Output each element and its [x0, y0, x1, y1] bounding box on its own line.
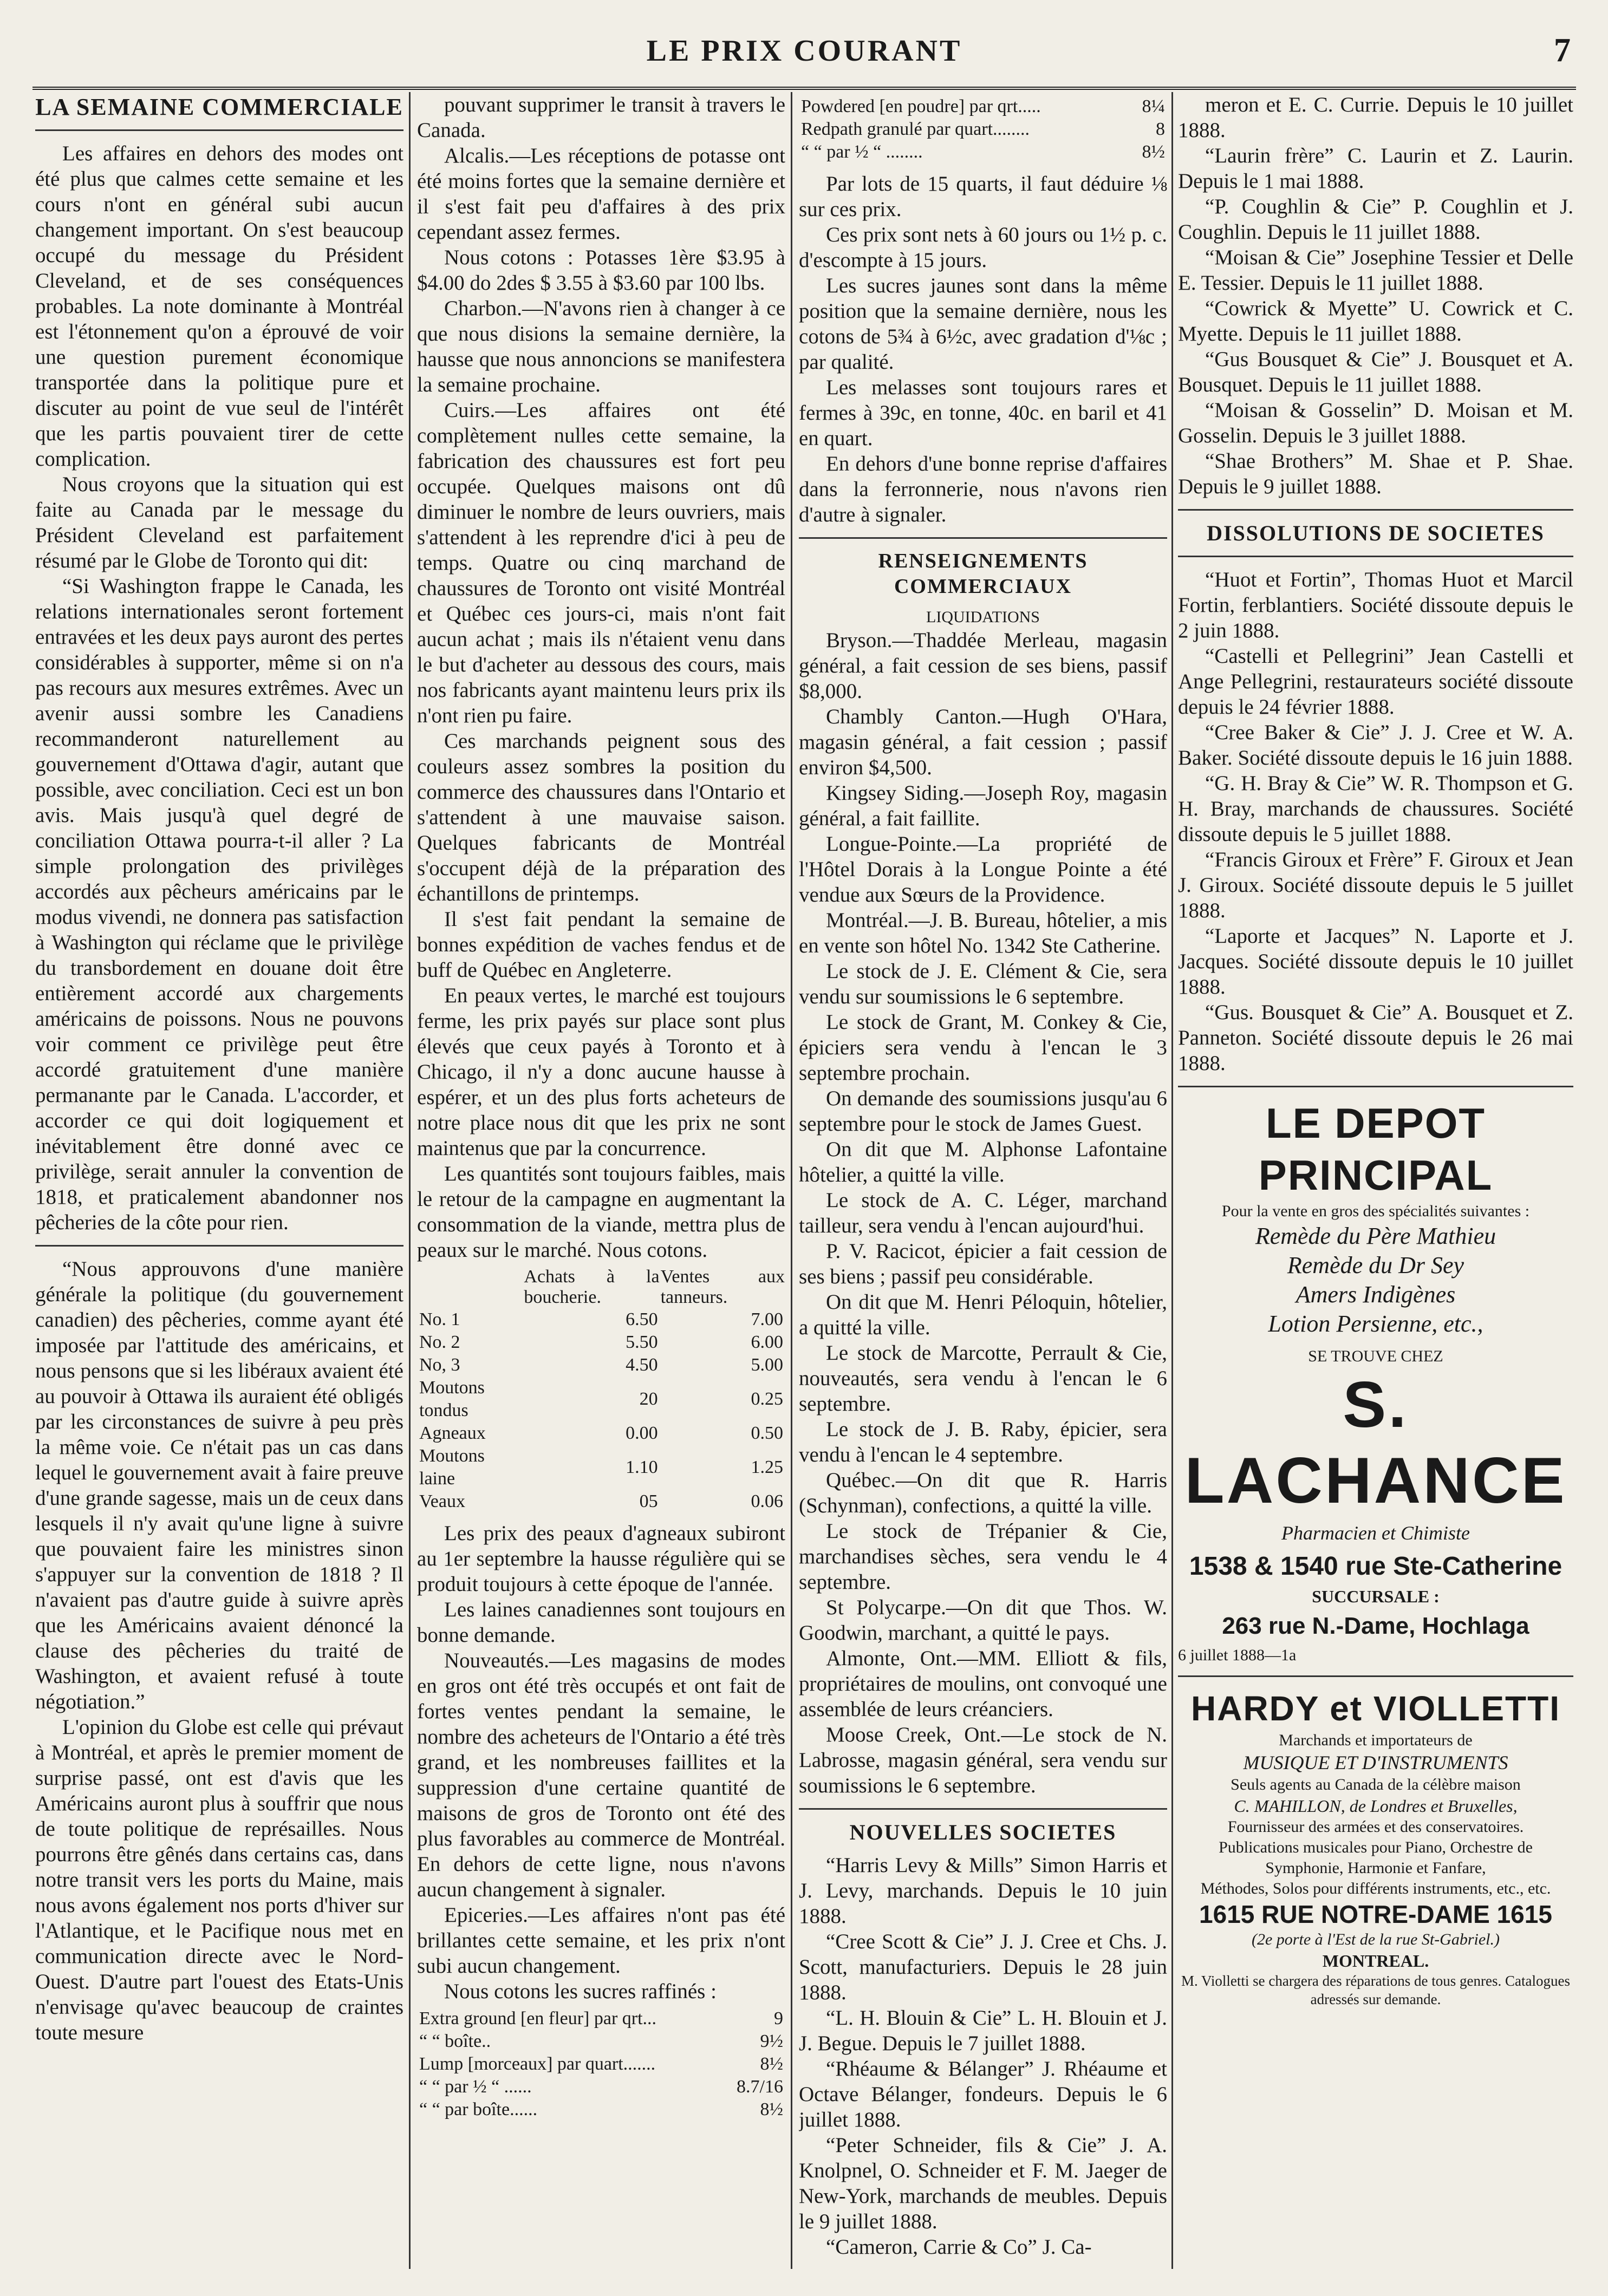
notice: Le stock de J. E. Clément & Cie, sera vendu sur soumissions le 6 septembre.	[799, 960, 1167, 1008]
section-heading: DISSOLUTIONS DE SOCIETES	[1207, 521, 1545, 545]
section-heading: NOUVELLES SOCIETES	[849, 1820, 1117, 1844]
notice: Le stock de Trépanier & Cie, marchandises sèches, sera vendu le 4 septembre.	[799, 1519, 1167, 1594]
ad-text: Fournisseur des armées et des conservatoires.	[1227, 1818, 1524, 1836]
ad-item: Remède du Père Mathieu	[1255, 1223, 1496, 1249]
rule	[1178, 556, 1573, 557]
notice: “Gus Bousquet & Cie” J. Bousquet et A. Bousquet. Depuis le 11 juillet 1888.	[1178, 348, 1573, 396]
ad-item: Amers Indigènes	[1295, 1281, 1456, 1308]
ad-text: Méthodes, Solos pour différents instruments, etc., etc.	[1200, 1880, 1551, 1897]
table-row: “ “ par ½ “ ...... 8.7/16	[419, 2077, 783, 2097]
notice: Almonte, Ont.—MM. Elliott & fils, propriétaires de moulins, ont convoqué une assemblée de leurs créanciers.	[799, 1647, 1167, 1721]
ad-text: Publications musicales pour Piano, Orchestre de Symphonie, Harmonie et Fanfare,	[1219, 1838, 1533, 1877]
paragraph: Nous croyons que la situation qui est faite au Canada par le message du Président Cleveland est parfaitement résumé par le Globe de Toronto qui dit:	[35, 473, 403, 572]
masthead	[32, 22, 1576, 90]
table-row: Lump [morceaux] par quart....... 8½	[419, 2054, 783, 2074]
paragraph: Les laines canadiennes sont toujours en bonne demande.	[417, 1598, 785, 1647]
paragraph: Alcalis.—Les réceptions de potasse ont été moins fortes que la semaine dernière et il s'est fait peu d'affaires à des prix cependant assez fermes.	[417, 144, 785, 244]
notice: “Cameron, Carrie & Co” J. Ca-	[826, 2235, 1092, 2259]
paragraph: L'opinion du Globe est celle qui prévaut à Montréal, et après le premier moment de surprise passé, ont est d'avis que les Américains auront plus à souffrir que nous de toute politique de représailles. Nous pourrons être gênés dans certains cas, dans notre transit vers les ports du Maine, mais nous avons également nos ports d'hiver sur l'Atlantique, et le Pacifique nous met en communication directe avec le Nord-Ouest. D'autre part l'ouest des Etats-Unis n'envisage qu'avec beaucoup de craintes toute mesure	[35, 1716, 403, 2044]
advertisement-lachance	[1178, 1097, 1573, 1666]
paragraph: Il s'est fait pendant la semaine de bonnes expédition de vaches fendus et de buff de Québec en Angleterre.	[417, 908, 785, 982]
ad-text: M. Violletti se chargera des réparations de tous genres. Catalogues adressés sur demande.	[1181, 1973, 1570, 2007]
notice: P. V. Racicot, épicier a fait cession de ses biens ; passif peu considérable.	[799, 1240, 1167, 1288]
table-row: Redpath granulé par quart........ 8	[801, 119, 1165, 139]
notice: “Cree Baker & Cie” J. J. Cree et W. A. Baker. Société dissoute depuis le 16 juin 1888.	[1178, 721, 1573, 769]
ad-address: 1538 & 1540 rue Ste-Catherine	[1189, 1552, 1563, 1581]
table-row: “ “ par ½ “ ........ 8½	[801, 142, 1165, 162]
ad-profession: Pharmacien et Chimiste	[1281, 1522, 1470, 1544]
notice: “Castelli et Pellegrini” Jean Castelli et Ange Pellegrini, restaurateurs société dissoute depuis le 24 février 1888.	[1178, 644, 1573, 719]
rule	[35, 129, 403, 131]
table-header: Ventes aux tanneurs.	[660, 1267, 785, 1307]
ad-address: 1615 RUE NOTRE-DAME 1615	[1199, 1900, 1552, 1928]
ad-subtitle: Pour la vente en gros des spécialités suivantes :	[1221, 1202, 1530, 1220]
table-row: Powdered [en poudre] par qrt..... 8¼	[801, 96, 1165, 116]
notice: Bryson.—Thaddée Merleau, magasin général, a fait cession de ses biens, passif $8,000.	[799, 629, 1167, 703]
section-heading: LA SEMAINE COMMERCIALE	[35, 94, 403, 120]
section-heading: RENSEIGNEMENTS COMMERCIAUX	[878, 550, 1088, 598]
ad-date: 6 juillet 1888—1a	[1178, 1646, 1297, 1664]
table-row: Extra ground [en fleur] par qrt... 9	[419, 2008, 783, 2028]
paragraph: Ces prix sont nets à 60 jours ou 1½ p. c. d'escompte à 15 jours.	[799, 223, 1167, 272]
ad-address: 263 rue N.-Dame, Hochlaga	[1222, 1613, 1529, 1639]
quote-paragraph: “Nous approuvons d'une manière générale la politique (du gouvernement canadien) des pêcheries, comme ayant été imposée par l'attitude des américains, et nous pensons que si les libéraux avaient été au pouvoir à Ottawa ils auraient été obligés par les circonstances de suivre à peu près la même voie. Ce n'était pas un cas dans lequel le gouvernement avait à faire preuve d'une grande sagesse, mais un de ceux dans lesquels il n'y avait qu'une ligne à suivre que pouvaient faire les ministres sinon s'appuyer sur la convention de 1818 ? Il n'avaient pas d'autre guide à suivre après que les Américains avaient dénoncé la clause des pêcheries du traité de Washington, et avaient refusé à toute négotiation.”	[35, 1257, 403, 1713]
rule	[799, 1808, 1167, 1810]
ad-title: LE DEPOT PRINCIPAL	[1258, 1099, 1493, 1199]
ad-text: MUSIQUE ET D'INSTRUMENTS	[1243, 1752, 1508, 1773]
notice: On dit que M. Alphonse Lafontaine hôtelier, a quitté la ville.	[799, 1138, 1167, 1186]
table-row: No. 2 5.50 6.00	[419, 1332, 783, 1352]
ad-city: MONTREAL.	[1322, 1951, 1429, 1971]
notice: Le stock de A. C. Léger, marchand tailleur, sera vendu à l'encan aujourd'hui.	[799, 1189, 1167, 1237]
ad-name: S. LACHANCE	[1184, 1368, 1567, 1517]
ad-text: Marchands et importateurs de	[1279, 1731, 1473, 1749]
rule	[1178, 1675, 1573, 1677]
ad-text: C. MAHILLON, de Londres et Bruxelles,	[1234, 1796, 1518, 1816]
subheading: LIQUIDATIONS	[926, 608, 1040, 626]
table-row: No, 3 4.50 5.00	[419, 1355, 783, 1375]
column-1	[35, 92, 403, 2045]
column-divider	[1171, 92, 1173, 2269]
table-row: “ “ boîte.. 9½	[419, 2031, 783, 2051]
paragraph: Les quantités sont toujours faibles, mais le retour de la campagne en augmentant la consommation de la viande, mettra plus de peaux sur le marché. Nous cotons.	[417, 1162, 785, 1262]
notice: “Rhéaume & Bélanger” J. Rhéaume et Octave Bélanger, fondeurs. Depuis le 6 juillet 1888.	[799, 2057, 1167, 2131]
notice: Le stock de Marcotte, Perrault & Cie, nouveautés, sera vendu à l'encan le 6 septembre.	[799, 1341, 1167, 1416]
paragraph: Nous cotons : Potasses 1ère $3.95 à $4.00 do 2des $ 3.55 à $3.60 par 100 lbs.	[417, 246, 785, 295]
notice: meron et E. C. Currie. Depuis le 10 juillet 1888.	[1178, 93, 1573, 142]
paragraph: Ces marchands peignent sous des couleurs assez sombres la position du commerce des chaussures dans l'Ontario et s'attendent à une mauvaise saison. Quelques fabricants de Montréal s'occupent déjà de la préparation des échantillons de printemps.	[417, 729, 785, 905]
paragraph: En dehors d'une bonne reprise d'affaires dans la ferronnerie, nous n'avons rien d'autre à signaler.	[799, 452, 1167, 526]
paragraph: Par lots de 15 quarts, il faut déduire ⅛ sur ces prix.	[799, 172, 1167, 221]
notice: “Harris Levy & Mills” Simon Harris et J. Levy, marchands. Depuis le 10 juin 1888.	[799, 1854, 1167, 1928]
rule	[1178, 1086, 1573, 1087]
notice: “Francis Giroux et Frère” F. Giroux et Jean J. Giroux. Société dissoute depuis le 5 juillet 1888.	[1178, 848, 1573, 922]
paragraph: Epiceries.—Les affaires n'ont pas été brillantes cette semaine, et les prix n'ont subi aucun changement.	[417, 1903, 785, 1978]
notice: “Cree Scott & Cie” J. J. Cree et Chs. J. Scott, manufacturiers. Depuis le 28 juin 1888.	[799, 1930, 1167, 2004]
quote-paragraph: “Si Washington frappe le Canada, les relations internationales seront fortement entravées et les deux pays auront des pertes considérables à supporter, même si on n'a pas recours aux mesures extrêmes. Avec un avenir aussi sombre les Canadiens recommanderont naturellement au gouvernement d'Ottawa d'agir, autant que possible, avec conciliation. Ceci est un bon avis. Mais jusqu'à quel degré de conciliation Ottawa pourra-t-il aller ? La simple prolongation des privilèges accordés aux pêcheurs américains par le modus vivendi, ne donnera pas satisfaction à Washington qui réclame que le privilège du transbordement en douane doit être entièrement accordé aux chargements américains de poissons. Nous ne pouvons voir comment ce privilège peut être accordé gratuitement d'une manière permanante par le Canada. L'accorder, et accorder ce qui doit logiquement et inévitablement être donné avec ce privilège, serait annuler la convention de 1818, et praticalement abandonner nos pêcheries de la côte pour rien.	[35, 575, 403, 1234]
notice: “Huot et Fortin”, Thomas Huot et Marcil Fortin, ferblantiers. Société dissoute depuis le 2 juin 1888.	[1178, 568, 1573, 642]
ad-item: Lotion Persienne, etc.,	[1268, 1310, 1483, 1337]
table-header: Achats à la boucherie.	[524, 1267, 660, 1307]
notice: Québec.—On dit que R. Harris (Schynman), confections, a quitté la ville.	[799, 1469, 1167, 1517]
ad-text: SE TROUVE CHEZ	[1308, 1347, 1443, 1365]
hides-price-table	[417, 1266, 785, 1513]
ad-text: (2e porte à l'Est de la rue St-Gabriel.)	[1252, 1930, 1500, 1948]
ad-text: Seuls agents au Canada de la célèbre maison	[1231, 1776, 1521, 1793]
notice: “Peter Schneider, fils & Cie” J. A. Knolpnel, O. Schneider et F. M. Jaeger de New-York, marchands de meubles. Depuis le 9 juillet 1888.	[799, 2134, 1167, 2233]
paragraph: Les sucres jaunes sont dans la même position que la semaine dernière, nous les cotons de 5¾ à 6½c, avec gradation d'⅛c ; par qualité.	[799, 274, 1167, 374]
notice: Le stock de J. B. Raby, épicier, sera vendu à l'encan le 4 septembre.	[799, 1418, 1167, 1466]
notice: St Polycarpe.—On dit que Thos. W. Goodwin, marchant, a quitté le pays.	[799, 1596, 1167, 1645]
sugar-price-table	[417, 2007, 785, 2121]
table-row: Veaux 05 0.06	[419, 1491, 783, 1511]
page-number: 7	[1554, 32, 1571, 69]
paragraph: Les affaires en dehors des modes ont été plus que calmes cette semaine et les cours n'ont en général subi aucun changement important. On s'est beaucoup occupé du message du Président Cleveland, et de ses conséquences probables. La note dominante à Montréal est l'étonnement qu'on a éprouvé de voir une question purement économique transportée dans la politique pure et discuter au point de vue seul de l'intérêt que les partis pouvaient tirer de cette complication.	[35, 142, 403, 471]
paragraph: Les prix des peaux d'agneaux subiront au 1er septembre la hausse régulière qui se produit toujours à cette époque de l'année.	[417, 1522, 785, 1596]
paragraph: Charbon.—N'avons rien à changer à ce que nous disions la semaine dernière, la hausse que nous annoncions se manifestera la semaine prochaine.	[417, 297, 785, 396]
rule	[799, 537, 1167, 539]
paragraph: Nouveautés.—Les magasins de modes en gros ont été très occupés et ont fait de fortes ventes pendant la semaine, le nombre des acheteurs de l'Ontario a été très grand, et les nombreuses faillites et la suppression d'une certaine quantité de maisons de gros de Toronto ont été des plus favorables au commerce de Montréal. En dehors de cette ligne, nous n'avons aucun changement à signaler.	[417, 1649, 785, 1901]
paragraph: pouvant supprimer le transit à travers le Canada.	[417, 93, 785, 142]
paragraph: Les melasses sont toujours rares et fermes à 39c, en tonne, 40c. en baril et 41 en quart.	[799, 376, 1167, 450]
paragraph: En peaux vertes, le marché est toujours ferme, les prix payés sur place sont plus élevés que ceux payés à Toronto et à Chicago, il n'y a donc aucune hausse à espérer, et un des plus forts acheteurs de notre place nous dit que les prix ne sont maintenus que par la concurrence.	[417, 984, 785, 1160]
paragraph: Nous cotons les sucres raffinés :	[444, 1980, 717, 2003]
rule	[1178, 509, 1573, 511]
table-row: Moutons tondus 20 0.25	[419, 1378, 783, 1420]
notice: “Gus. Bousquet & Cie” A. Bousquet et Z. Panneton. Société dissoute depuis le 26 mai 1888.	[1178, 1001, 1573, 1075]
table-row: Agneaux 0.00 0.50	[419, 1423, 783, 1443]
notice: “Laurin frère” C. Laurin et Z. Laurin. Depuis le 1 mai 1888.	[1178, 144, 1573, 193]
table-row: Moutons laine 1.10 1.25	[419, 1446, 783, 1489]
notice: “Laporte et Jacques” N. Laporte et J. Jacques. Société dissoute depuis le 10 juillet 1888.	[1178, 924, 1573, 999]
notice: “P. Coughlin & Cie” P. Coughlin et J. Coughlin. Depuis le 11 juillet 1888.	[1178, 195, 1573, 244]
column-2	[417, 92, 785, 2129]
notice: Montréal.—J. B. Bureau, hôtelier, a mis en vente son hôtel No. 1342 Ste Catherine.	[799, 909, 1167, 957]
notice: Moose Creek, Ont.—Le stock de N. Labrosse, magasin général, sera vendu sur soumissions le 6 septembre.	[799, 1723, 1167, 1797]
column-4	[1178, 92, 1573, 2008]
notice: On demande des soumissions jusqu'au 6 septembre pour le stock de James Guest.	[799, 1087, 1167, 1136]
notice: “Cowrick & Myette” U. Cowrick et C. Myette. Depuis le 11 juillet 1888.	[1178, 297, 1573, 345]
table-row: “ “ par boîte...... 8½	[419, 2099, 783, 2119]
newspaper-title: LE PRIX COURANT	[646, 34, 962, 68]
rule	[35, 1245, 403, 1247]
notice: Kingsey Siding.—Joseph Roy, magasin général, a fait faillite.	[799, 781, 1167, 830]
notice: Le stock de Grant, M. Conkey & Cie, épiciers sera vendu à l'encan le 3 septembre prochain.	[799, 1010, 1167, 1085]
notice: “Moisan & Gosselin” D. Moisan et M. Gosselin. Depuis le 3 juillet 1888.	[1178, 399, 1573, 447]
column-3	[799, 92, 1167, 2260]
notice: Chambly Canton.—Hugh O'Hara, magasin général, a fait cession ; passif environ $4,500.	[799, 705, 1167, 779]
notice: “Shae Brothers” M. Shae et P. Shae. Depuis le 9 juillet 1888.	[1178, 449, 1573, 498]
notice: “G. H. Bray & Cie” W. R. Thompson et G. H. Bray, marchands de chaussures. Société dissoute depuis le 5 juillet 1888.	[1178, 772, 1573, 846]
ad-item: Remède du Dr Sey	[1287, 1252, 1464, 1279]
table-row: No. 1 6.50 7.00	[419, 1309, 783, 1329]
ad-text: SUCCURSALE :	[1312, 1587, 1440, 1606]
notice: “Moisan & Cie” Josephine Tessier et Delle E. Tessier. Depuis le 11 juillet 1888.	[1178, 246, 1573, 295]
column-divider	[409, 92, 411, 2269]
notice: “L. H. Blouin & Cie” L. H. Blouin et J. J. Begue. Depuis le 7 juillet 1888.	[799, 2006, 1167, 2055]
notice: Longue-Pointe.—La propriété de l'Hôtel Dorais à la Longue Pointe a été vendue aux Sœurs de la Providence.	[799, 832, 1167, 906]
notice: On dit que M. Henri Péloquin, hôtelier, a quitté la ville.	[799, 1290, 1167, 1339]
advertisement-hardy-violletti	[1178, 1687, 1573, 2008]
sugar-price-table-continued	[799, 95, 1167, 164]
paragraph: Cuirs.—Les affaires ont été complètement nulles cette semaine, la fabrication des chaussures est fort peu occupée. Quelques maisons ont dû diminuer le nombre de leurs ouvriers, mais s'attendent à les reprendre d'ici à peu de temps. Quatre ou cinq marchand de chaussures de Toronto ont visité Montréal et Québec ces jours-ci, mais n'ont fait aucun achat ; mais ils n'étaient venu dans le but d'acheter au dessous des cours, mais nos fabricants ayant maintenu leurs prix ils n'ont rien pu faire.	[417, 399, 785, 727]
ad-title: HARDY et VIOLLETTI	[1191, 1689, 1560, 1728]
column-divider	[791, 92, 792, 2269]
